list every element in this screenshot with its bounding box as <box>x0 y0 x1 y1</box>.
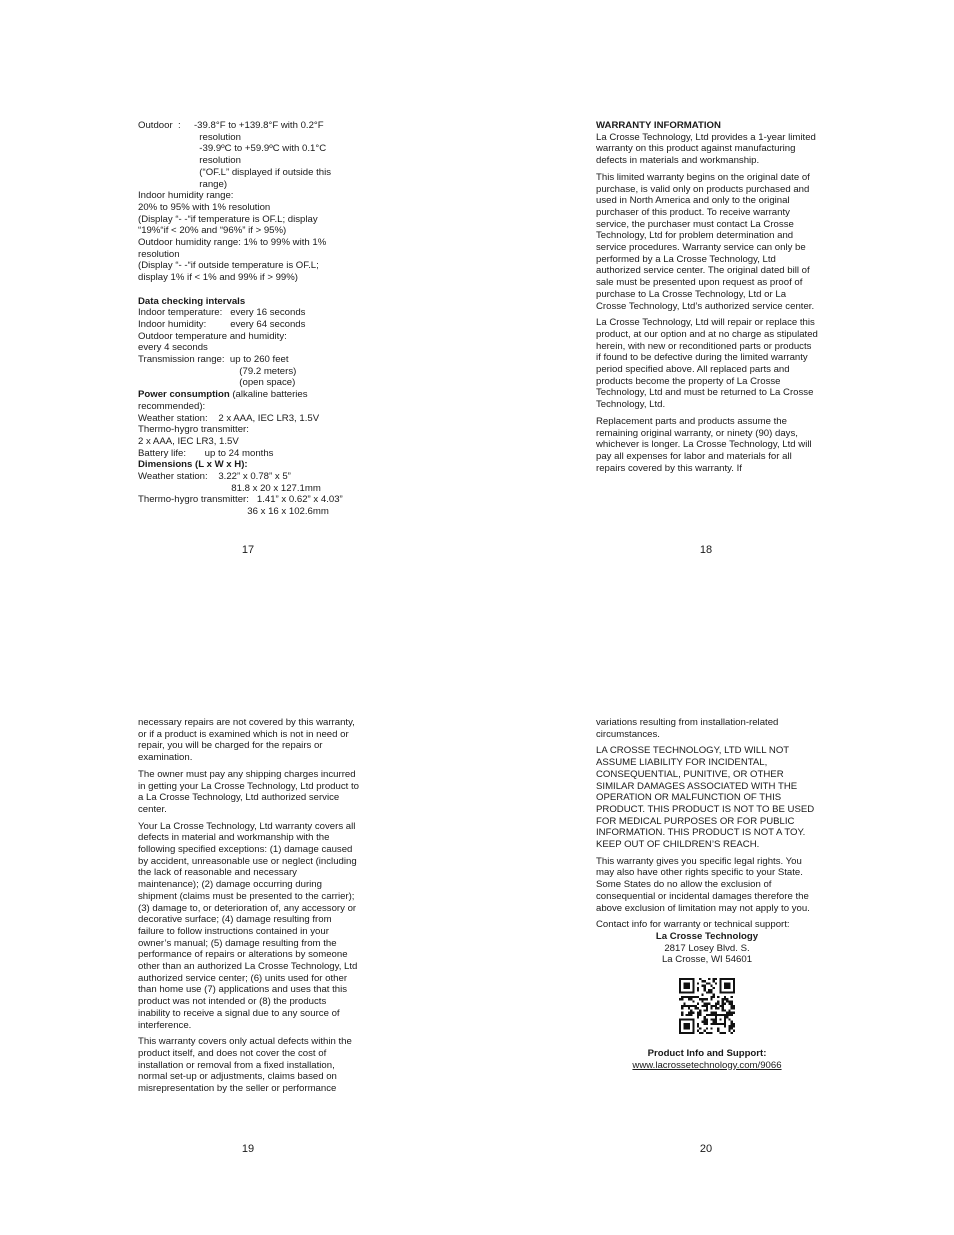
power-line: 2 x AAA, IEC LR3, 1.5V <box>138 435 239 447</box>
warranty-paragraph: La Crosse Technology, Ltd will repair or replace this product, at our option and at no charge as stipulated herein, with new or reconditioned parts or products if found to be defective during the limited warranty period specified above. All replaced parts and products become the property of La Crosse Technology, Ltd and must be returned to La Crosse Technology, Ltd. <box>596 317 818 411</box>
spec-line: “19%“if < 20% and “96%” if > 95%) <box>138 225 287 237</box>
warranty-paragraph: Replacement parts and products assume the remaining original warranty, or ninety (90) days, whichever is longer. La Crosse Technology, Ltd will pay all expenses for labor and materials for all repairs covered by this warranty. If <box>596 415 812 474</box>
contact-intro: Contact info for warranty or technical support: <box>596 919 790 931</box>
page-number-17: 17 <box>241 544 255 556</box>
data-intervals-heading: Data checking intervals <box>138 295 246 307</box>
spec-line: -39.9ºC to +59.9ºC with 0.1°C <box>138 143 327 155</box>
address-line-2: La Crosse, WI 54601 <box>661 954 753 966</box>
page-20 <box>596 717 818 1071</box>
warranty-paragraph: This warranty gives you specific legal rights. You may also have other rights specific to your State. Some States do no allow the exclusion of consequential or incidental damages therefore the above exclusion of limitation may not apply to you. <box>596 855 810 914</box>
dimension-line: 36 x 16 x 102.6mm <box>138 506 329 518</box>
dimension-line: 81.8 x 20 x 127.1mm <box>138 482 321 494</box>
spec-line: (“OF.L” displayed if outside this <box>138 166 332 178</box>
page-17 <box>138 120 373 518</box>
power-line: Battery life: up to 24 months <box>138 447 274 459</box>
power-heading: Power consumption <box>138 389 230 401</box>
warranty-paragraph: variations resulting from installation-related circumstances. <box>596 717 779 740</box>
power-lines <box>138 401 373 460</box>
spec-line: resolution <box>138 131 241 143</box>
spec-line: (Display “- -“if temperature is OF.L; display <box>138 213 318 225</box>
spec-line: Outdoor humidity range: 1% to 99% with 1% <box>138 237 327 249</box>
dimension-line: Weather station: 3.22” x 0.78” x 5” <box>138 471 291 483</box>
warranty-paragraph: This warranty covers only actual defects within the product itself, and does not cover the cost of installation or removal from a fixed installation, normal set-up or adjustments, claims based on misrepresentation by the seller or performance <box>138 1036 352 1095</box>
power-line: Thermo-hygro transmitter: <box>138 424 249 436</box>
dimensions-heading: Dimensions (L x W x H): <box>138 459 248 471</box>
page-number-19: 19 <box>241 1143 255 1155</box>
warranty-paragraph: necessary repairs are not covered by this warranty, or if a product is examined which is not in need or repair, you will be charged for the repairs or examination. <box>138 717 355 764</box>
page-number-18: 18 <box>699 544 713 556</box>
interval-line: Transmission range: up to 260 feet <box>138 354 289 366</box>
interval-line: (79.2 meters) <box>138 365 297 377</box>
warranty-paragraph: La Crosse Technology, Ltd provides a 1-year limited warranty on this product against manufacturing defects in materials and workmanship. <box>596 131 816 167</box>
page-number-20: 20 <box>699 1143 713 1155</box>
support-link[interactable]: www.lacrossetechnology.com/9066 <box>632 1059 782 1071</box>
page-18 <box>596 120 818 479</box>
spec-line: Outdoor : -39.8°F to +139.8°F with 0.2°F <box>138 120 324 131</box>
warranty-paragraph: Your La Crosse Technology, Ltd warranty covers all defects in material and workmanship with the following specified exceptions: (1) damage caused by accident, unreasonable use or neglect (including the lack of reasonable and necessary maintenance); (2) damage occurring during shipment (claims must be presented to the carrier); (3) damage to, or deterioration of, any accessory or decorative surface; (4) damage resulting from failure to follow instructions contained in your owner’s manual; (5) damage resulting from the performance of repairs or alterations by someone other than an authorized La Crosse Technology, Ltd authorized service center; (6) units used for other than home use (7) applications and uses that this product was not intended or (8) the products inability to receive a signal due to any source of interference. <box>138 820 358 1031</box>
data-interval-lines <box>138 307 373 389</box>
interval-line: Indoor humidity: every 64 seconds <box>138 318 306 330</box>
dimension-lines <box>138 471 373 518</box>
warranty-paragraph: LA CROSSE TECHNOLOGY, LTD WILL NOT ASSUME LIABILITY FOR INCIDENTAL, CONSEQUENTIAL, PUNITIVE, OR OTHER SIMILAR DAMAGES ASSOCIATED WITH THE OPERATION OR MALFUNCTION OF THIS PRODUCT. THIS PRODUCT IS NOT TO BE USED FOR MEDICAL PURPOSES OR FOR PUBLIC INFORMATION. THIS PRODUCT IS NOT A TOY. KEEP OUT OF CHILDREN’S REACH. <box>596 745 815 851</box>
spec-line: (Display “- -“if outside temperature is OF.L; <box>138 260 319 272</box>
warranty-paragraph: This limited warranty begins on the original date of purchase, is valid only on products purchased and used in North America and only to the original purchaser of this product. To receive warranty service, the purchaser must contact La Crosse Technology, Ltd for problem determination and service procedures. Warranty service can only be performed by a La Crosse Technology, Ltd authorized service center. The original dated bill of sale must be presented upon request as proof of purchase to La Crosse Technology, Ltd or La Crosse Technology, Ltd’s authorized service center. <box>596 171 815 312</box>
qr-code-icon[interactable] <box>679 978 735 1034</box>
support-heading: Product Info and Support: <box>647 1048 767 1060</box>
power-line: Weather station: 2 x AAA, IEC LR3, 1.5V <box>138 412 320 424</box>
page-19 <box>138 717 360 1100</box>
address-line-1: 2817 Losey Blvd. S. <box>664 942 750 954</box>
power-heading-line <box>138 389 373 401</box>
company-name: La Crosse Technology <box>655 930 759 942</box>
spec-line: Indoor humidity range: <box>138 190 234 202</box>
dimension-line: Thermo-hygro transmitter: 1.41” x 0.62” x 4.03” <box>138 494 343 506</box>
interval-line: every 4 seconds <box>138 342 208 354</box>
power-suffix: (alkaline batteries <box>229 389 308 401</box>
spec-line: range) <box>138 178 228 190</box>
spec-line: resolution <box>138 155 241 167</box>
interval-line: (open space) <box>138 377 296 389</box>
interval-line: Outdoor temperature and humidity: <box>138 330 287 342</box>
spec-lines <box>138 120 373 284</box>
warranty-paragraph: The owner must pay any shipping charges incurred in getting your La Crosse Technology, Ltd product to a La Crosse Technology, Ltd authorized service center. <box>138 768 359 815</box>
power-line: recommended): <box>138 400 206 412</box>
interval-line: Indoor temperature: every 16 seconds <box>138 307 306 319</box>
spec-line: 20% to 95% with 1% resolution <box>138 201 271 213</box>
spec-line: display 1% if < 1% and 99% if > 99%) <box>138 272 298 284</box>
warranty-heading: WARRANTY INFORMATION <box>596 120 721 131</box>
spec-line: resolution <box>138 248 180 260</box>
